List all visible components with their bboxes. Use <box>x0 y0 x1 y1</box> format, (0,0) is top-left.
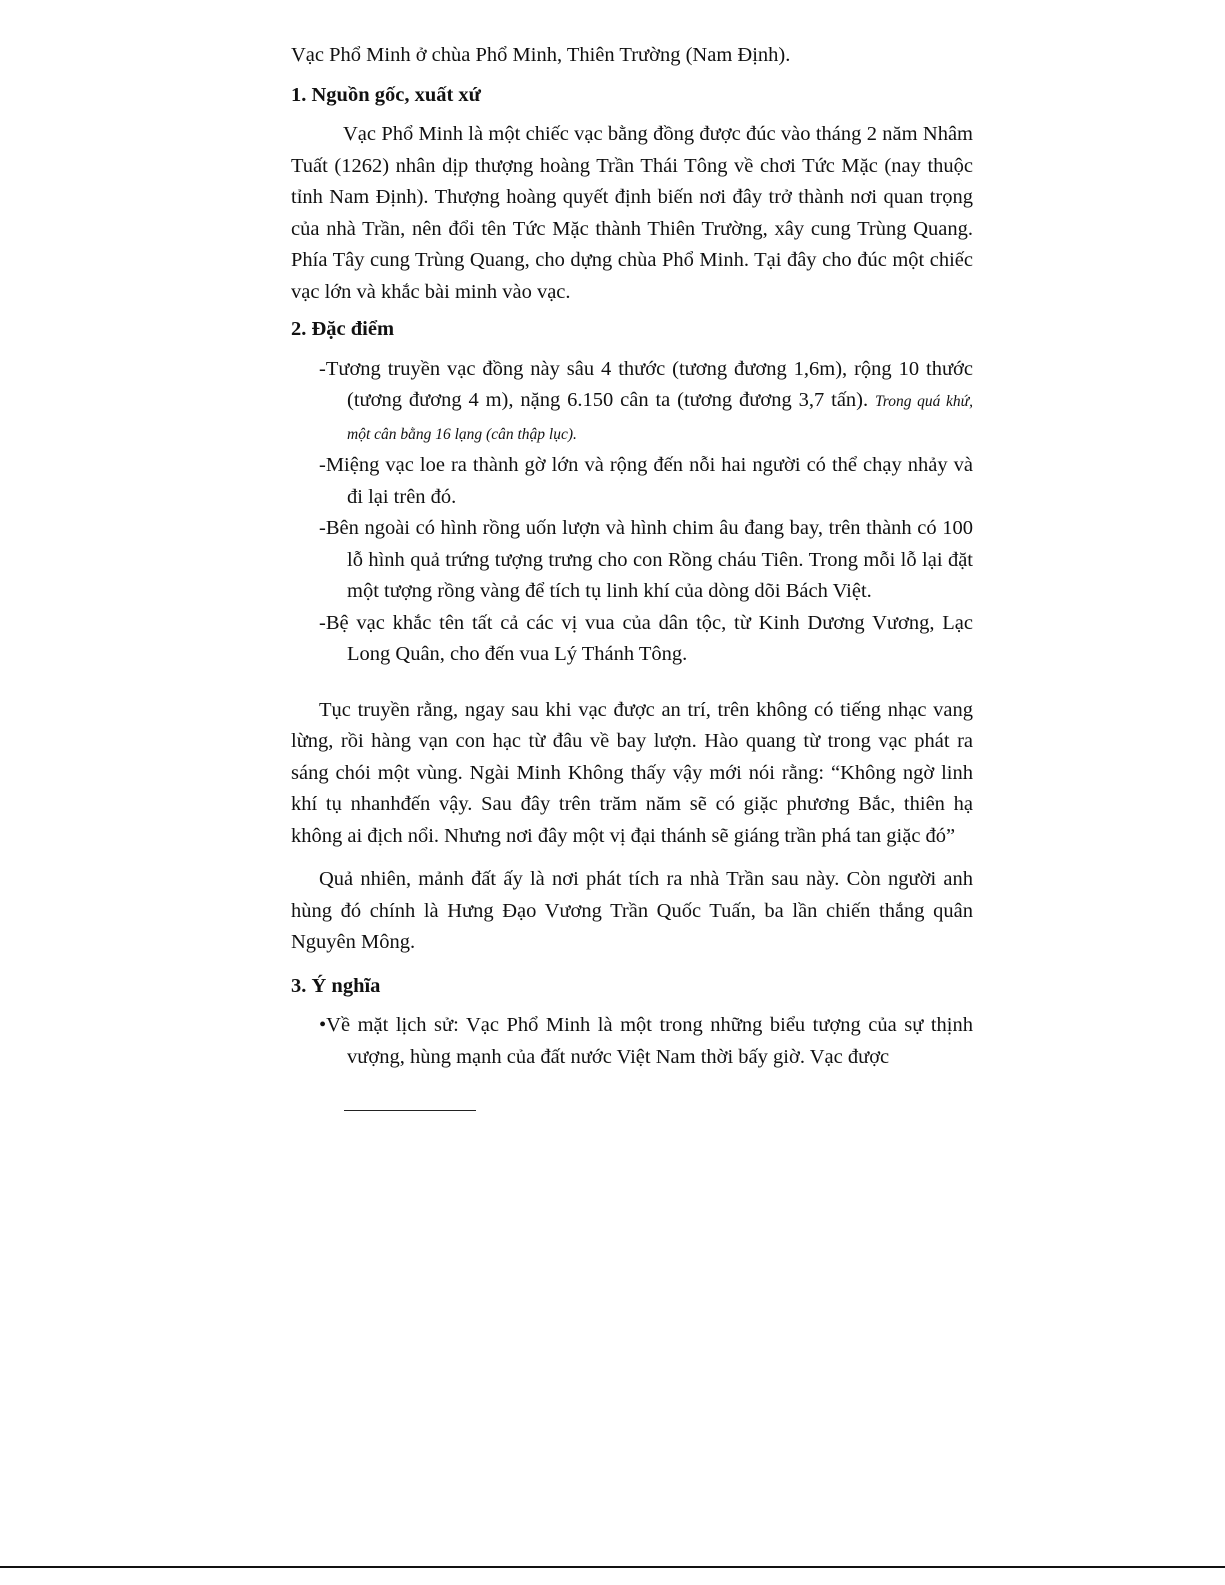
figure-caption: Vạc Phổ Minh ở chùa Phổ Minh, Thiên Trường (Nam Định). <box>291 44 791 66</box>
list-item: -Bên ngoài có hình rồng uốn lượn và hình chim âu đang bay, trên thành có 100 lỗ hình quả trứng tượng trưng cho con Rồng cháu Tiên. Trong mỗi lỗ lại đặt một tượng rồng vàng để tích tụ linh khí của dòng dõi Bách Việt. <box>319 517 973 602</box>
text-column <box>291 40 973 1087</box>
section-heading-features: 2. Đặc điểm <box>291 318 395 340</box>
section-heading-meaning: 3. Ý nghĩa <box>291 974 381 997</box>
origin-paragraph: Vạc Phổ Minh là một chiếc vạc bằng đồng được đúc vào tháng 2 năm Nhâm Tuất (1262) nhân dịp thượng hoàng Trần Thái Tông về chơi Tức Mặc (nay thuộc tỉnh Nam Định). Thượng hoàng quyết định biến nơi đây trở thành nơi quan trọng của nhà Trần, nên đổi tên Tức Mặc thành Thiên Trường, xây cung Trùng Quang. Phía Tây cung Trùng Quang, cho dựng chùa Phổ Minh. Tại đây cho đúc một chiếc vạc lớn và khắc bài minh vào vạc. <box>291 123 973 303</box>
spacer <box>291 685 973 695</box>
footnote-separator <box>344 1110 476 1111</box>
list-item: •Về mặt lịch sử: Vạc Phổ Minh là một trong những biểu tượng của sự thịnh vượng, hùng mạnh của đất nước Việt Nam thời bấy giờ. Vạc được <box>319 1014 973 1068</box>
list-item: -Miệng vạc loe ra thành gờ lớn và rộng đến nỗi hai người có thể chạy nhảy và đi lại trên đó. <box>319 454 973 508</box>
result-paragraph: Quả nhiên, mảnh đất ấy là nơi phát tích ra nhà Trần sau này. Còn người anh hùng đó chính là Hưng Đạo Vương Trần Quốc Tuấn, ba lần chiến thắng quân Nguyên Mông. <box>291 868 973 953</box>
feature-text: -Tương truyền vạc đồng này sâu 4 thước (tương đương 1,6m), rộng 10 thước (tương đương 4 m), nặng 6.150 cân ta (tương đương 3,7 tấn). <box>319 357 973 411</box>
page-bottom-border <box>0 1566 1225 1568</box>
list-item <box>291 354 973 451</box>
meaning-list <box>291 1010 973 1073</box>
features-list <box>291 354 973 671</box>
footnote-note: Trong quá khứ, một cân bằng 16 lạng (cân thập lục). <box>347 393 973 443</box>
legend-paragraph: Tục truyền rằng, ngay sau khi vạc được an trí, trên không có tiếng nhạc vang lừng, rồi hàng vạn con hạc từ đâu về bay lượn. Hào quang từ trong vạc phát ra sáng chói một vùng. Ngài Minh Không thấy vậy mới nói rằng: “Không ngờ linh khí tụ nhanhđến vậy. Sau đây trên trăm năm sẽ có giặc phương Bắc, thiên hạ không ai địch nổi. Nhưng nơi đây một vị đại thánh sẽ giáng trần phá tan giặc đó” <box>291 698 973 847</box>
list-item: -Bệ vạc khắc tên tất cả các vị vua của dân tộc, từ Kinh Dương Vương, Lạc Long Quân, cho đến vua Lý Thánh Tông. <box>319 611 973 665</box>
section-heading-origin: 1. Nguồn gốc, xuất xứ <box>291 83 481 106</box>
